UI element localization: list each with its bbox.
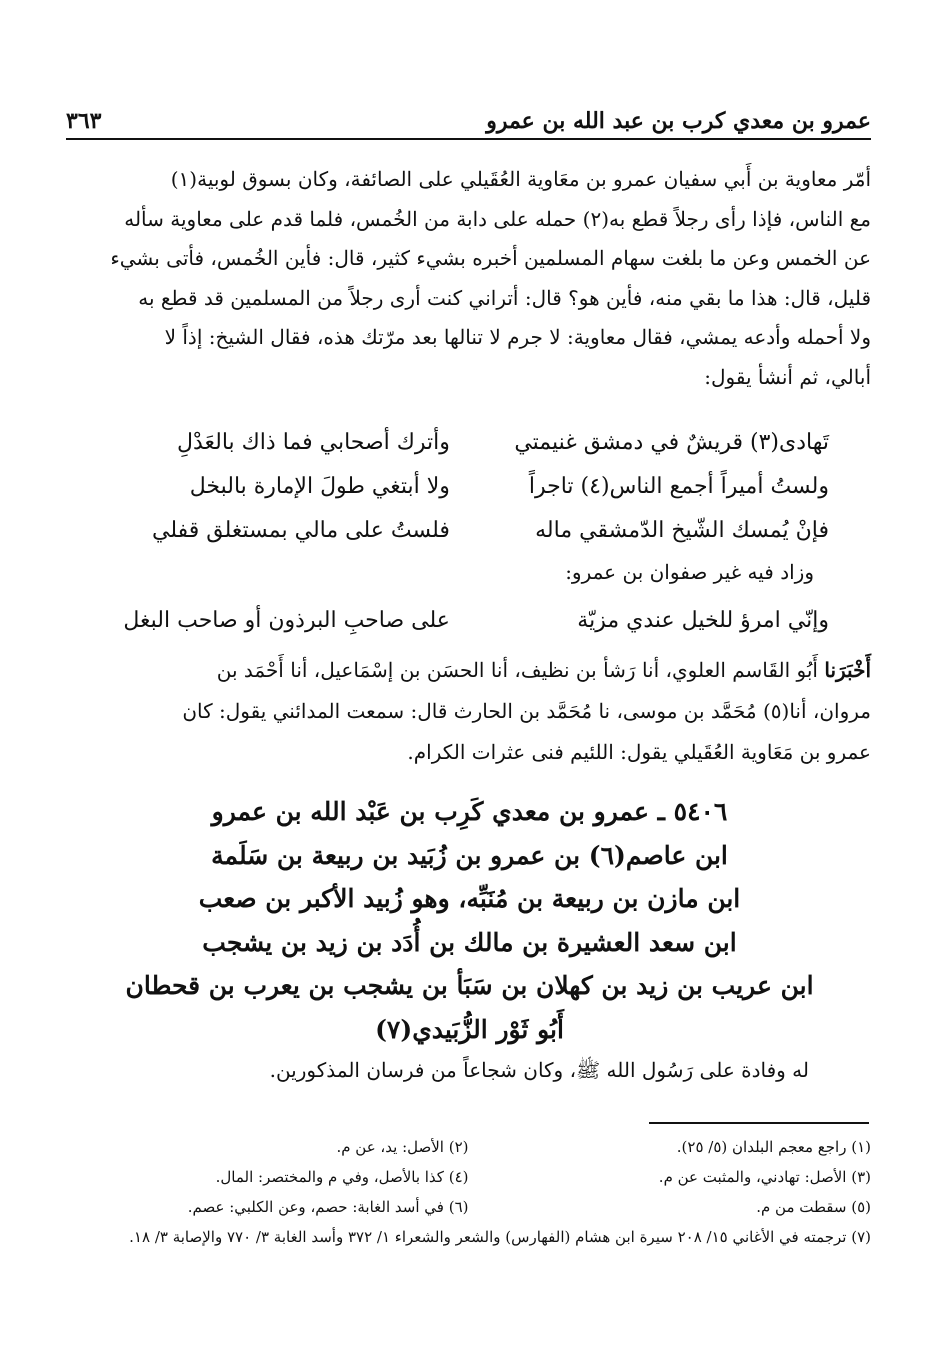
entry-line: أَبُو ثَوْر الزُّبَيدي(٧) xyxy=(375,1014,564,1044)
footnote-row xyxy=(66,1192,871,1222)
isnad-line xyxy=(66,650,871,691)
footnotes xyxy=(66,1132,871,1252)
entry-line: ابن مازن بن ربيعة بن مُنَبِّه، وهو زُبيد الأكبر بن صعب xyxy=(198,884,741,913)
verse-line xyxy=(100,608,829,633)
entry-line: ابن عريب بن زيد بن كهلان بن سَبَأ بن يشجب بن يعرب بن قحطان xyxy=(125,971,814,1000)
footnote: (٦) في أسد الغابة: حصم، وعن الكلبي: عصم. xyxy=(187,1198,469,1216)
verse-line xyxy=(100,420,829,464)
footnote-divider xyxy=(649,1122,869,1124)
verse-second-hemistich: فلستُ على مالي بمستغلق قفلي xyxy=(152,517,450,543)
isnad-paragraph xyxy=(66,650,871,773)
footnote-row xyxy=(66,1132,871,1162)
body-line: عن الخمس وعن ما بلغت سهام المسلمين أخبره بشيء كثير، قال: فأين الخُمس، فأتى بشيء xyxy=(110,246,871,270)
verse-first-hemistich: ولستُ أميراً أجمع الناس(٤) تاجراً xyxy=(528,473,829,499)
verse-first-hemistich: وإنّي امرؤ للخيل عندي مزيّة xyxy=(577,608,829,633)
verse-note: وزاد فيه غير صفوان بن عمرو: xyxy=(565,560,814,584)
body-line: ولا أحمله وأدعه يمشي، فقال معاوية: لا جرم لا تنالها بعد مرّتك هذه، فقال الشيخ: إذاً لا xyxy=(164,325,871,349)
footnote: (٣) الأصل: تهادني، والمثبت عن م. xyxy=(658,1168,871,1186)
isnad-line: مروان، أنا(٥) مُحَمَّد بن موسى، نا مُحَمَّد بن الحارث قال: سمعت المدائني يقول: كان xyxy=(182,699,871,723)
footnote: (٤) كذا بالأصل، وفي م والمختصر: المال. xyxy=(215,1168,469,1186)
entry-line: ابن سعد العشيرة بن مالك بن أُدَد بن زيد بن يشجب xyxy=(202,927,737,957)
entry-line: ابن عاصم(٦) بن عمرو بن زُبَيد بن ربيعة بن سَلَمة xyxy=(211,840,728,870)
entry-line: ٥٤٠٦ ـ عمرو بن معدي كَرِب بن عَبْد الله بن عمرو xyxy=(211,797,728,826)
footnote: (١) راجع معجم البلدان (٥/ ٢٥). xyxy=(676,1138,871,1156)
footnote: (٢) الأصل: يد، عن م. xyxy=(336,1138,469,1156)
isnad-text: أَبُو القَاسم العلوي، أنا رَشأ بن نظيف، أنا الحسَن بن إسْمَاعيل، أنا أَحْمَد بن xyxy=(216,658,825,682)
page-number: ٣٦٣ xyxy=(66,108,102,134)
verse-second-hemistich: على صاحبِ البرذون أو صاحب البغل xyxy=(123,608,450,633)
verse-first-hemistich: فإنْ يُمسك الشّيخ الدّمشقي ماله xyxy=(535,517,829,543)
isnad-line: عمرو بن مَعَاوية العُقَيلي يقول: اللئيم فنى عثرات الكرام. xyxy=(407,740,871,764)
page-header xyxy=(66,90,871,140)
running-title: عمرو بن معدي كرب بن عبد الله بن عمرو xyxy=(486,108,871,134)
body-line: أبالي، ثم أنشأ يقول: xyxy=(704,364,871,389)
verse-second-hemistich: وأترك أصحابي فما ذاك بالعَدْلِ xyxy=(176,429,450,455)
footnote: (٥) سقطت من م. xyxy=(756,1198,871,1216)
body-paragraph xyxy=(66,160,871,397)
biography-entry-heading xyxy=(80,790,859,1051)
verse-first-hemistich: تَهادى(٣) قريشٌ في دمشق غنيمتي xyxy=(514,429,829,455)
footnote-row xyxy=(66,1162,871,1192)
entry-note: له وفادة على رَسُول الله ﷺ، وكان شجاعاً من فرسان المذكورين. xyxy=(269,1058,809,1082)
body-line: أمّر معاوية بن أَبي سفيان عمرو بن معَاوية العُقَيلي على الصائفة، وكان بسوق لوبية(١) xyxy=(170,167,871,191)
body-line: قليل، قال: هذا ما بقي منه، فأين هو؟ قال: أتراني كنت أرى رجلاً من المسلمين قد قطع به xyxy=(138,285,871,310)
verse-second-hemistich: ولا أبتغي طولَ الإمارة بالبخل xyxy=(189,473,450,499)
body-line: مع الناس، فإذا رأى رجلاً قطع به(٢) حمله على دابة من الخُمس، فلما قدم على معاوية سأله xyxy=(124,206,871,231)
footnote: (٧) ترجمته في الأغاني ١٥/ ٢٠٨ سيرة ابن هشام (الفهارس) والشعر والشعراء ١/ ٣٧٢ وأسد الغابة ٣/ ٧٧٠ والإصابة ٣/ ١٨. xyxy=(129,1228,871,1246)
poem-verses xyxy=(100,420,829,552)
akhbarana-word: أَخْبَرَنا xyxy=(824,658,871,682)
verse-line xyxy=(100,464,829,508)
verse-line xyxy=(100,508,829,552)
